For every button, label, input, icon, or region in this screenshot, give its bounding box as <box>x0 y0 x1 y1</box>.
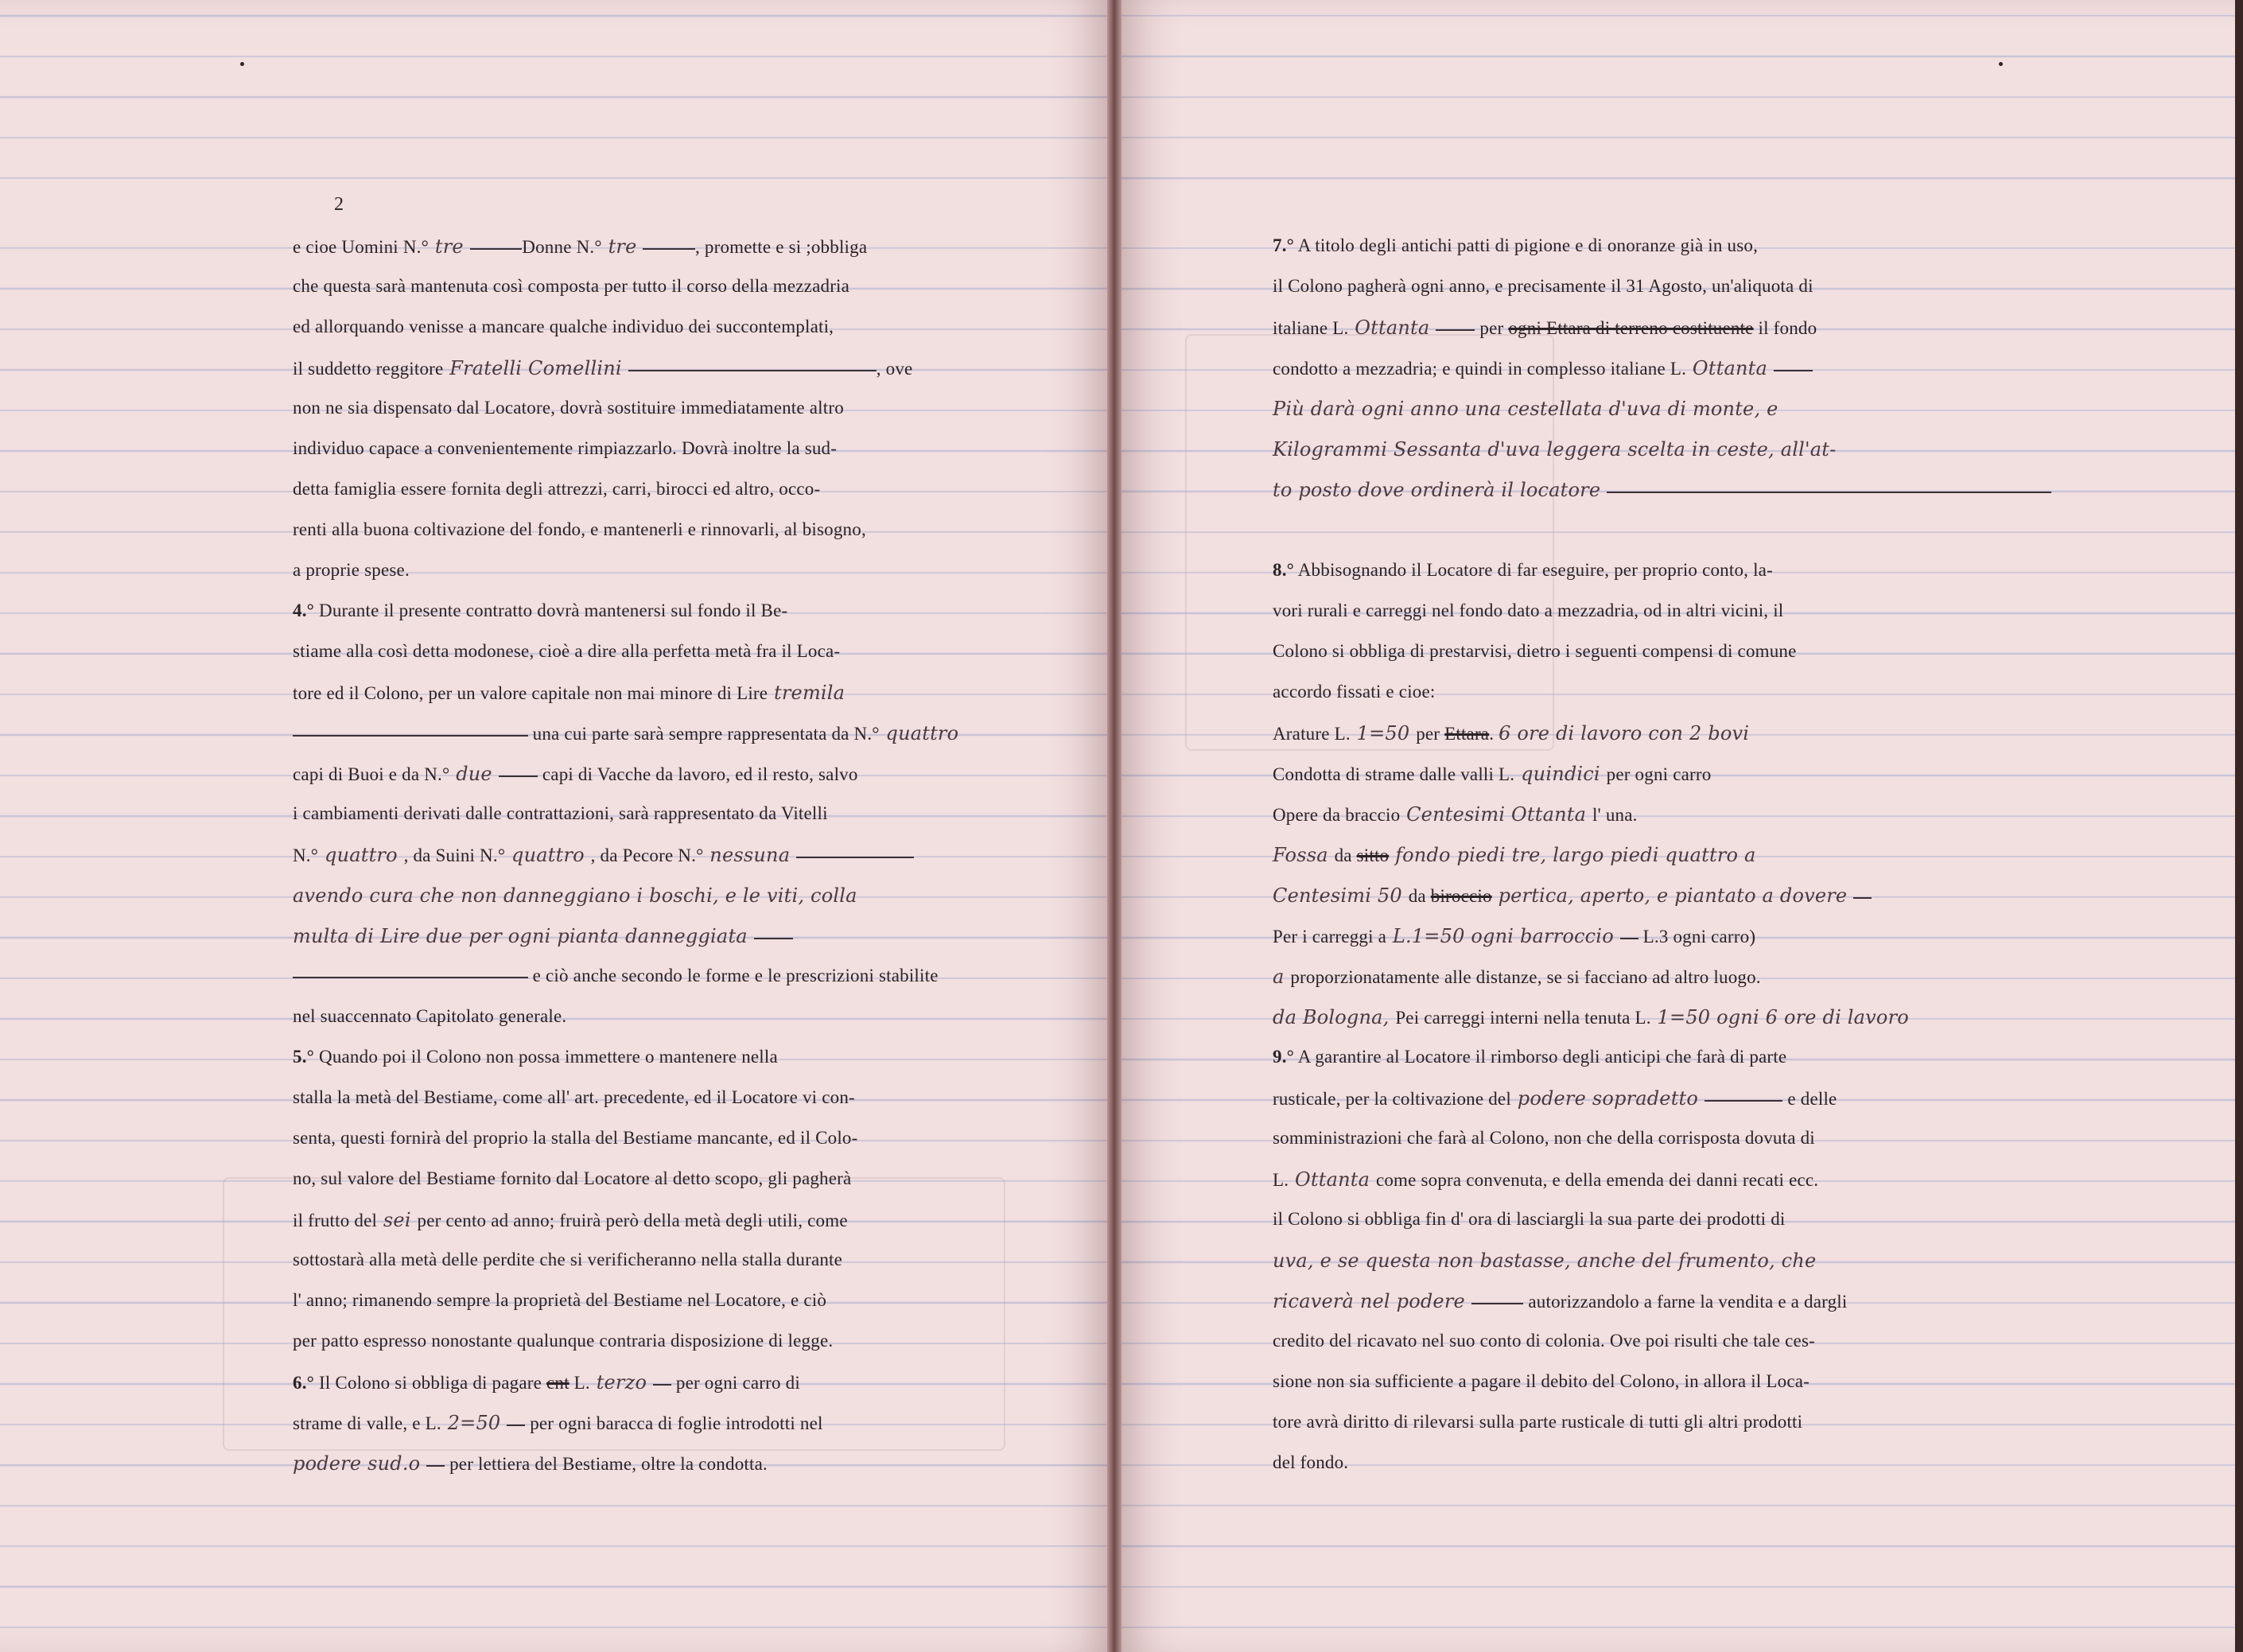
text-line <box>1273 1128 1815 1149</box>
printed-text: L. <box>1273 1170 1289 1190</box>
handwritten-text: quindici <box>1514 763 1607 785</box>
printed-text: nel suaccennato Capitolato generale. <box>293 1006 567 1026</box>
handwritten-text: pertica, aperto, e piantato a dovere <box>1491 884 1854 907</box>
text-line <box>293 641 840 662</box>
text-line <box>1273 1452 1348 1473</box>
printed-text: somministrazioni che farà al Colono, non che della corrisposta dovuta di <box>1273 1128 1815 1148</box>
fill-line <box>1620 938 1639 939</box>
text-line <box>293 560 410 581</box>
handwritten-text: 1=50 <box>1350 722 1417 744</box>
printed-text: per ogni carro di <box>671 1373 800 1393</box>
handwritten-text: uva, e se questa non bastasse, anche del frumento, che <box>1273 1250 1817 1272</box>
text-line <box>293 276 849 297</box>
printed-text: come sopra convenuta, e della emenda dei danni recati ecc. <box>1375 1170 1819 1190</box>
handwritten-text: quattro <box>879 722 959 744</box>
handwritten-text: Centesimi Ottanta <box>1400 803 1592 826</box>
printed-text: da <box>1334 845 1357 865</box>
text-line <box>1273 1371 1810 1392</box>
printed-text: il frutto del <box>293 1211 378 1230</box>
text-line <box>1273 317 1817 339</box>
handwritten-text: Kilogrammi Sessanta d'uva leggera scelta in ceste, all'at- <box>1273 438 1837 461</box>
handwritten-text: sei <box>377 1209 418 1231</box>
text-line <box>1273 1250 1816 1272</box>
text-line <box>293 317 834 337</box>
text-line <box>1273 560 1773 581</box>
handwritten-text: L.1=50 ogni barroccio <box>1386 925 1620 947</box>
text-line <box>293 966 939 986</box>
fill-line <box>653 1384 671 1386</box>
printed-text: il Colono pagherà ogni anno, e precisamente il 31 Agosto, un'aliquota di <box>1273 276 1813 296</box>
text-line <box>1273 966 1761 988</box>
handwritten-text: tre <box>429 235 470 258</box>
printed-text: per ogni carro <box>1606 764 1712 784</box>
text-line <box>1273 763 1711 785</box>
printed-text: renti alla buona coltivazione del fondo, e mantenerli e rinnovarli, al bisogno, <box>293 519 866 539</box>
printed-text: no, sul valore del Bestiame fornito dal Locatore al detto scopo, gli pagherà <box>293 1168 852 1188</box>
fill-line <box>293 735 528 737</box>
text-line <box>1273 398 1778 420</box>
fill-line <box>499 775 538 777</box>
fill-line <box>426 1465 445 1467</box>
handwritten-text: fondo piedi tre, largo piedi quattro a <box>1389 844 1756 866</box>
text-line <box>1273 641 1797 662</box>
text-line <box>1273 884 1872 907</box>
book-gutter <box>1107 0 1122 1652</box>
printed-text: tore avrà diritto di rilevarsi sulla parte rusticale di tutti gli altri prodotti <box>1273 1412 1803 1432</box>
text-line <box>293 1209 848 1231</box>
printed-text: Colono si obbliga di prestarvisi, dietro i seguenti compensi di comune <box>1273 641 1797 661</box>
ink-mark <box>240 62 244 66</box>
printed-text: tore ed il Colono, per un valore capitale non mai minore di Lire <box>293 683 768 703</box>
printed-text: N.° <box>293 845 319 865</box>
printed-text: per <box>1416 724 1445 744</box>
fill-line <box>1774 370 1813 371</box>
printed-text: l' una. <box>1592 805 1638 825</box>
text-line <box>1273 235 1758 256</box>
fill-line <box>1471 1303 1524 1304</box>
printed-text: ed allorquando venisse a mancare qualche individuo dei succontemplati, <box>293 317 834 336</box>
printed-text: capi di Buoi e da N.° <box>293 764 450 784</box>
printed-text: Durante il presente contratto dovrà mantenersi sul fondo il Be- <box>314 601 788 620</box>
printed-text: i cambiamenti derivati dalle contrattazioni, sarà rappresentato da Vitelli <box>293 803 828 823</box>
text-line <box>293 844 914 866</box>
text-line <box>1273 1290 1847 1312</box>
printed-text: individuo capace a convenientemente rimpiazzarlo. Dovrà inoltre la sud- <box>293 438 838 458</box>
text-line <box>293 1412 823 1434</box>
article-number: 9.° <box>1273 1047 1295 1067</box>
handwritten-text: Ottanta <box>1348 317 1436 339</box>
page-number: 2 <box>334 194 344 215</box>
handwritten-text: 2=50 <box>441 1412 507 1434</box>
printed-text: . <box>1489 724 1499 744</box>
printed-text: , da Suini N.° <box>403 845 506 865</box>
text-line <box>293 1168 851 1189</box>
article-number: 6.° <box>293 1373 315 1393</box>
printed-text: per patto espresso nonostante qualunque contraria disposizione di legge. <box>293 1331 834 1351</box>
handwritten-text: multa di Lire due per ogni pianta danneggiata <box>293 925 754 947</box>
fill-line <box>1705 1100 1783 1102</box>
article-number: 4.° <box>293 601 315 620</box>
printed-text: che questa sarà mantenuta così composta per tutto il corso della mezzadria <box>293 276 850 296</box>
text-line <box>1273 438 1836 461</box>
text-line <box>293 357 912 379</box>
handwritten-text: a <box>1273 966 1291 988</box>
printed-text: Donne N.° <box>522 237 602 257</box>
text-line <box>293 479 820 499</box>
text-line <box>1273 844 1755 866</box>
text-line <box>293 1452 768 1475</box>
text-line <box>293 1006 566 1027</box>
handwritten-text: quattro <box>505 844 591 866</box>
text-line <box>1273 1006 1909 1028</box>
printed-text: accordo fissati e cioe: <box>1273 682 1436 702</box>
text-line <box>293 763 858 785</box>
text-line <box>293 722 958 744</box>
text-line <box>293 398 844 418</box>
text-line <box>293 1371 800 1394</box>
printed-text: Arature L. <box>1273 724 1351 744</box>
printed-text: a proprie spese. <box>293 560 410 580</box>
printed-text: A garantire al Locatore il rimborso degli anticipi che farà di parte <box>1294 1047 1787 1067</box>
handwritten-text: due <box>449 763 499 785</box>
text-line <box>1273 1047 1786 1067</box>
text-line <box>293 884 857 907</box>
struck-text: Ettara <box>1444 724 1490 744</box>
handwritten-text: Ottanta <box>1686 357 1774 379</box>
text-line <box>293 925 793 947</box>
right-page <box>1122 0 2235 1652</box>
text-line <box>1273 357 1813 379</box>
struck-text: ogni Ettara di terreno costituente <box>1508 318 1754 338</box>
text-line <box>1273 1087 1837 1110</box>
printed-text: L. <box>569 1373 590 1393</box>
fill-line <box>1853 897 1872 899</box>
text-line <box>1273 1331 1815 1351</box>
printed-text: e ciò anche secondo le forme e le prescrizioni stabilite <box>527 966 939 985</box>
text-line <box>1273 276 1813 297</box>
printed-text: per ogni baracca di foglie introdotti nel <box>525 1413 823 1433</box>
printed-text: Il Colono si obbliga di pagare <box>314 1373 546 1393</box>
printed-text: il Colono si obbliga fin d' ora di lasciargli la sua parte dei prodotti di <box>1273 1209 1786 1229</box>
fill-line <box>507 1425 525 1426</box>
fill-line <box>796 857 914 858</box>
text-line <box>293 438 837 459</box>
printed-text: , da Pecore N.° <box>590 845 704 865</box>
printed-text: sione non sia sufficiente a pagare il debito del Colono, in allora il Loca- <box>1273 1371 1810 1391</box>
printed-text: strame di valle, e L. <box>293 1413 441 1433</box>
text-line <box>293 1047 778 1067</box>
printed-text: stalla la metà del Bestiame, come all' art. precedente, ed il Locatore vi con- <box>293 1087 855 1107</box>
printed-text: vori rurali e carreggi nel fondo dato a mezzadria, od in altri vicini, il <box>1273 601 1784 620</box>
handwritten-text: Fossa <box>1273 844 1335 866</box>
ink-mark <box>1999 62 2003 66</box>
printed-text: l' anno; rimanendo sempre la proprietà del Bestiame nel Locatore, e ciò <box>293 1290 827 1310</box>
handwritten-text: ricaverà nel podere <box>1273 1290 1471 1312</box>
printed-text: Opere da braccio <box>1273 805 1401 825</box>
text-line <box>293 682 845 704</box>
struck-text: cnt <box>546 1373 569 1393</box>
handwritten-text: Fratelli Comellini <box>443 357 628 379</box>
text-line <box>1273 1209 1786 1230</box>
left-page <box>0 0 1107 1652</box>
printed-text: senta, questi fornirà del proprio la stalla del Bestiame mancante, ed il Colo- <box>293 1128 858 1148</box>
text-line <box>1273 1168 1818 1191</box>
printed-text: autorizzandolo a farne la vendita e a dargli <box>1523 1292 1848 1312</box>
printed-text: per <box>1475 318 1509 338</box>
printed-text: credito del ricavato nel suo conto di colonia. Ove poi risulti che tale ces- <box>1273 1331 1815 1351</box>
text-line <box>293 235 867 258</box>
text-line <box>293 601 787 621</box>
text-line <box>293 1250 842 1270</box>
printed-text: il suddetto reggitore <box>293 359 444 379</box>
printed-text: e cioe Uomini N.° <box>293 237 430 257</box>
text-line <box>293 1331 833 1351</box>
printed-text: sottostarà alla metà delle perdite che si verificheranno nella stalla durante <box>293 1250 843 1269</box>
fill-line <box>628 370 877 371</box>
fill-line <box>754 938 793 939</box>
printed-text: A titolo degli antichi patti di pigione e di onoranze già in uso, <box>1294 235 1759 255</box>
text-line <box>1273 803 1638 826</box>
article-number: 8.° <box>1273 560 1295 580</box>
printed-text: da <box>1408 886 1431 906</box>
handwritten-text: quattro <box>318 844 404 866</box>
article-number: 5.° <box>293 1047 315 1067</box>
text-line <box>293 1087 855 1108</box>
text-line <box>1273 722 1749 744</box>
printed-text: , promette e si ;obbliga <box>695 237 868 257</box>
fill-line <box>293 977 528 978</box>
printed-text: Condotta di strame dalle valli L. <box>1273 764 1515 784</box>
printed-text: stiame alla così detta modonese, cioè a dire alla perfetta metà fra il Loca- <box>293 641 841 661</box>
printed-text: detta famiglia essere fornita degli attrezzi, carri, birocci ed altro, occo- <box>293 479 821 499</box>
printed-text: Per i carreggi a <box>1273 927 1387 946</box>
fill-line <box>1607 492 2051 493</box>
handwritten-text: 6 ore di lavoro con 2 bovi <box>1499 722 1750 744</box>
text-line <box>293 1128 858 1149</box>
handwritten-text: Più darà ogni anno una cestellata d'uva di monte, e <box>1273 398 1778 420</box>
article-number: 7.° <box>1273 235 1295 255</box>
handwritten-text: da Bologna, <box>1273 1006 1396 1028</box>
printed-text: il fondo <box>1753 318 1817 338</box>
printed-text: non ne sia dispensato dal Locatore, dovrà sostituire immediatamente altro <box>293 398 844 418</box>
struck-text: biroccio <box>1430 886 1492 906</box>
printed-text: del fondo. <box>1273 1452 1349 1472</box>
handwritten-text: Ottanta <box>1289 1168 1376 1191</box>
text-line <box>293 519 866 540</box>
text-line <box>1273 479 2051 501</box>
printed-text: per cento ad anno; fruirà però della metà degli utili, come <box>417 1211 848 1230</box>
fill-line <box>470 248 523 250</box>
printed-text: una cui parte sarà sempre rappresentata da N.° <box>527 724 880 744</box>
text-line <box>1273 601 1783 621</box>
printed-text: condotto a mezzadria; e quindi in complesso italiane L. <box>1273 359 1687 379</box>
text-line <box>1273 1412 1802 1432</box>
printed-text: Pei carreggi interni nella tenuta L. <box>1395 1008 1651 1028</box>
handwritten-text: terzo <box>589 1371 653 1394</box>
printed-text: rusticale, per la coltivazione del <box>1273 1089 1511 1109</box>
fill-line <box>643 248 695 250</box>
handwritten-text: avendo cura che non danneggiano i boschi, e le viti, colla <box>293 884 857 907</box>
handwritten-text: podere sopradetto <box>1510 1087 1705 1110</box>
handwritten-text: to posto dove ordinerà il locatore <box>1273 479 1607 501</box>
fill-line <box>1436 329 1475 331</box>
text-line <box>293 803 828 824</box>
handwritten-text: tremila <box>768 682 845 704</box>
printed-text: , ove <box>876 359 913 379</box>
printed-text: Quando poi il Colono non possa immettere o mantenere nella <box>314 1047 778 1067</box>
printed-text: L.3 ogni carro) <box>1638 927 1756 946</box>
handwritten-text: podere sud.o <box>293 1452 427 1475</box>
handwritten-text: tre <box>601 235 643 258</box>
handwritten-text: nessuna <box>703 844 797 866</box>
text-line <box>1273 925 1755 947</box>
printed-text: e delle <box>1782 1089 1837 1109</box>
printed-text: italiane L. <box>1273 318 1349 338</box>
printed-text: proporzionatamente alle distanze, se si facciano ad altro luogo. <box>1290 967 1761 987</box>
printed-text: per lettiera del Bestiame, oltre la condotta. <box>445 1454 768 1474</box>
struck-text: sitto <box>1356 845 1390 865</box>
printed-text: Abbisognando il Locatore di far eseguire, per proprio conto, la- <box>1294 560 1773 580</box>
text-line <box>1273 682 1435 702</box>
text-line <box>293 1290 826 1311</box>
printed-text: capi di Vacche da lavoro, ed il resto, salvo <box>537 764 858 784</box>
handwritten-text: Centesimi 50 <box>1273 884 1409 907</box>
handwritten-text: 1=50 ogni 6 ore di lavoro <box>1650 1006 1909 1028</box>
